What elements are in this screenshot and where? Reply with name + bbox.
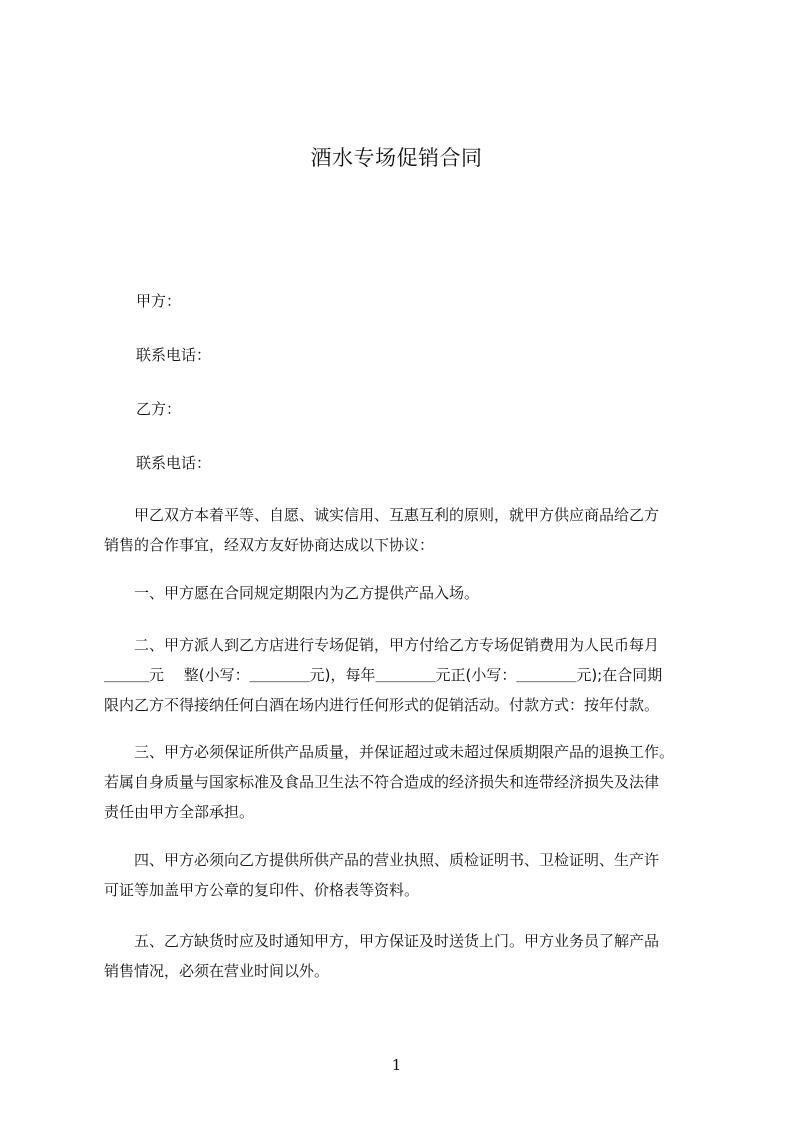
- party-b-phone-field: 联系电话：: [136, 454, 212, 472]
- paragraph-line: 若属自身质量与国家标准及食品卫生法不符合造成的经济损失和连带经济损失及法律: [104, 773, 660, 791]
- intro-paragraph: [104, 500, 704, 560]
- clause-4: [104, 845, 704, 905]
- paragraph-line: 销售情况，必须在营业时间以外。: [104, 962, 330, 980]
- paragraph-line: 销售的合作事宜，经双方友好协商达成以下协议：: [104, 536, 435, 554]
- clause-3: [104, 737, 704, 827]
- paragraph-line: 四、甲方必须向乙方提供所供产品的营业执照、质检证明书、卫检证明、生产许: [104, 851, 660, 869]
- paragraph-line: ＿＿＿元 整(小写：＿＿＿＿元)，每年＿＿＿＿元正(小写：＿＿＿＿元);在合同期: [104, 666, 663, 684]
- clause-5: [104, 926, 704, 986]
- paragraph-line: 责任由甲方全部承担。: [104, 803, 255, 821]
- paragraph-line: 一、甲方愿在合同规定期限内为乙方提供产品入场。: [104, 584, 480, 602]
- party-a-field: 甲方：: [136, 292, 182, 310]
- party-a-phone-field: 联系电话：: [136, 346, 212, 364]
- document-title: 酒水专场促销合同: [310, 146, 483, 170]
- paragraph-line: 可证等加盖甲方公章的复印件、价格表等资料。: [104, 881, 420, 899]
- clause-1: [104, 578, 704, 608]
- paragraph-line: 二、甲方派人到乙方店进行专场促销，甲方付给乙方专场促销费用为人民币每月: [104, 636, 660, 654]
- paragraph-line: 限内乙方不得接纳任何白酒在场内进行任何形式的促销活动。付款方式：按年付款。: [104, 696, 660, 714]
- page-number: 1: [391, 1056, 402, 1074]
- paragraph-line: 甲乙双方本着平等、自愿、诚实信用、互惠互利的原则，就甲方供应商品给乙方: [104, 506, 660, 524]
- paragraph-line: 五、乙方缺货时应及时通知甲方，甲方保证及时送货上门。甲方业务员了解产品: [104, 932, 660, 950]
- clause-2: [104, 630, 704, 720]
- party-b-field: 乙方：: [136, 400, 182, 418]
- paragraph-line: 三、甲方必须保证所供产品质量，并保证超过或未超过保质期限产品的退换工作。: [104, 743, 675, 761]
